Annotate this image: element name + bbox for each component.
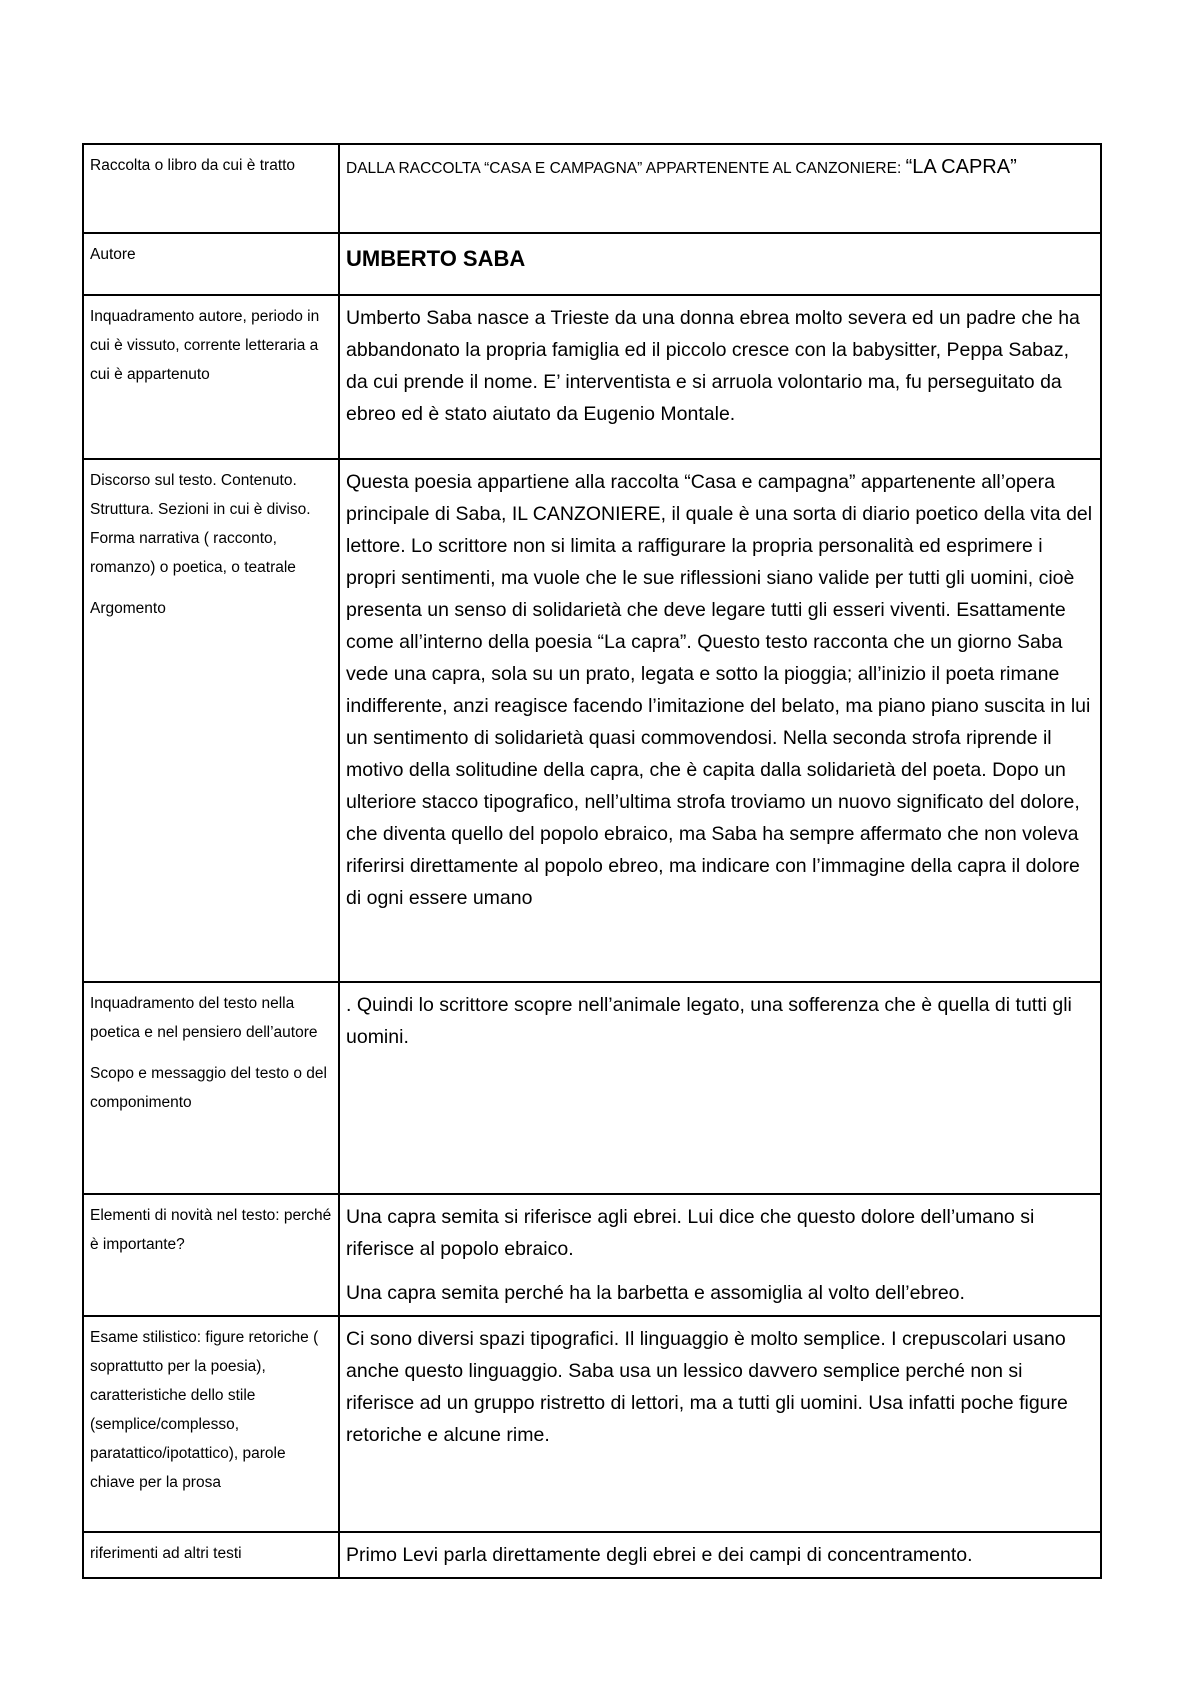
- table-row-text-discussion: [83, 459, 1101, 982]
- label-novelty: Elementi di novità nel testo: perché è importante?: [90, 1207, 332, 1253]
- label-cell-author-context: [83, 295, 339, 459]
- table-row-references: [83, 1532, 1101, 1578]
- references-text: Primo Levi parla direttamente degli ebrei e dei campi di concentramento.: [346, 1544, 973, 1566]
- label-cell-references: [83, 1532, 339, 1578]
- author-context-text: Umberto Saba nasce a Trieste da una donna ebrea molto severa ed un padre che ha abbandonato la propria famiglia ed il piccolo cresce con la babysitter, Peppa Sabaz, da cui prende il nome. E’ interventista e si arruola volontario ma, fu perseguitato da ebreo ed è stato aiutato da Eugenio Montale.: [346, 307, 1080, 425]
- author-name: UMBERTO SABA: [346, 246, 526, 271]
- label-cell-style: [83, 1316, 339, 1532]
- label-text-framing: Inquadramento del testo nella poetica e nel pensiero dell’autore: [90, 995, 318, 1041]
- label-purpose-message: Scopo e messaggio del testo o del componimento: [90, 1065, 327, 1111]
- analysis-table: [82, 143, 1102, 1579]
- table-row-style: [83, 1316, 1101, 1532]
- text-discussion-text: Questa poesia appartiene alla raccolta “Casa e campagna” appartenente all’opera principale di Saba, IL CANZONIERE, il quale è una sorta di diario poetico della vita del lettore. Lo scrittore non si limita a raffigurare la propria personalità ed esprimere i propri sentimenti, ma vuole che le sue riflessioni siano valide per tutti gli uomini, cioè presenta un senso di solidarietà che deve legare tutti gli esseri viventi. Esattamente come all’interno della poesia “La capra”. Questo testo racconta che un giorno Saba vede una capra, sola su un prato, legata e sotto la pioggia; all’inizio il poeta rimane indifferente, anzi reagisce facendo l’imitazione del belato, ma piano piano suscita in lui un sentimento di solidarietà quasi commovendosi. Nella seconda strofa riprende il motivo della solitudine della capra, che è capita dalla solidarietà del poeta. Dopo un ulteriore stacco tipografico, nell’ultima strofa troviamo un nuovo significato del dolore, che diventa quello del popolo ebraico, ma Saba ha sempre affermato che non voleva riferirsi direttamente al popolo ebreo, ma indicare con l’immagine della capra il dolore di ogni essere umano: [346, 471, 1093, 909]
- label-source: Raccolta o libro da cui è tratto: [90, 157, 296, 174]
- content-cell-style: [339, 1316, 1101, 1532]
- label-cell-novelty: [83, 1194, 339, 1316]
- table-row-author-context: [83, 295, 1101, 459]
- poem-title-text: “LA CAPRA”: [905, 156, 1017, 178]
- table-row-novelty: [83, 1194, 1101, 1316]
- analysis-sheet: [82, 143, 1102, 1579]
- label-cell-text-discussion: [83, 459, 339, 982]
- novelty-text-2: Una capra semita perché ha la barbetta e assomiglia al volto dell’ebreo.: [346, 1282, 965, 1304]
- style-text: Ci sono diversi spazi tipografici. Il linguaggio è molto semplice. I crepuscolari usano anche questo linguaggio. Saba usa un lessico davvero semplice perché non si riferisce ad un gruppo ristretto di lettori, ma a tutti gli uomini. Usa infatti poche figure retoriche e alcune rime.: [346, 1328, 1068, 1446]
- label-author-context: Inquadramento autore, periodo in cui è vissuto, corrente letteraria a cui è appartenuto: [90, 308, 320, 383]
- label-text-discussion: Discorso sul testo. Contenuto. Struttura. Sezioni in cui è diviso. Forma narrativa ( racconto, romanzo) o poetica, o teatrale: [90, 472, 311, 576]
- content-cell-text-discussion: [339, 459, 1101, 982]
- content-cell-references: [339, 1532, 1101, 1578]
- source-collection-text: DALLA RACCOLTA “CASA E CAMPAGNA” APPARTENENTE AL CANZONIERE:: [346, 160, 906, 177]
- table-row-text-framing: [83, 982, 1101, 1194]
- table-row-source: [83, 144, 1101, 233]
- label-cell-source: [83, 144, 339, 233]
- label-references: riferimenti ad altri testi: [90, 1545, 242, 1562]
- label-cell-author: [83, 233, 339, 295]
- content-cell-source: [339, 144, 1101, 233]
- label-topic: Argomento: [90, 600, 166, 617]
- label-style: Esame stilistico: figure retoriche ( soprattutto per la poesia), caratteristiche dello stile (semplice/complesso, paratattico/ipotattico), parole chiave per la prosa: [90, 1329, 319, 1491]
- label-cell-text-framing: [83, 982, 339, 1194]
- content-cell-author: [339, 233, 1101, 295]
- content-cell-author-context: [339, 295, 1101, 459]
- text-framing-text: . Quindi lo scrittore scopre nell’animale legato, una sofferenza che è quella di tutti gli uomini.: [346, 994, 1072, 1048]
- label-author: Autore: [90, 246, 136, 263]
- content-cell-novelty: [339, 1194, 1101, 1316]
- table-row-author: [83, 233, 1101, 295]
- novelty-text-1: Una capra semita si riferisce agli ebrei. Lui dice che questo dolore dell’umano si riferisce al popolo ebraico.: [346, 1206, 1035, 1260]
- content-cell-text-framing: [339, 982, 1101, 1194]
